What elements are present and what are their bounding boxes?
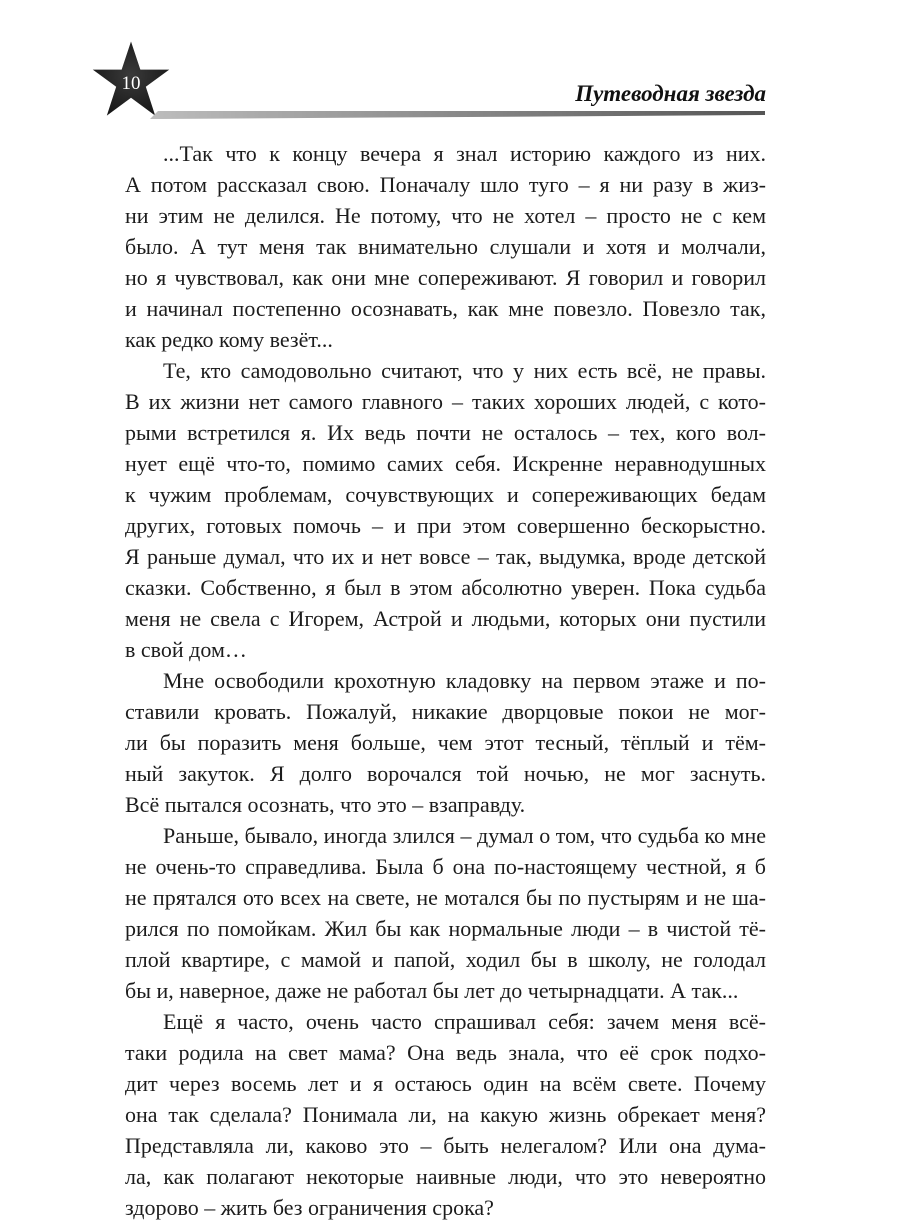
text-line: ли бы поразить меня больше, чем этот тесный, тёплый и тём- — [125, 730, 766, 755]
paragraph — [125, 1006, 766, 1223]
text-line: но я чувствовал, как они мне сопереживают. Я говорил и говорил — [125, 265, 766, 290]
text-line: других, готовых помочь – и при этом совершенно бескорыстно. — [125, 513, 766, 538]
text-line: А потом рассказал свою. Поначалу шло туго – я ни разу в жиз- — [125, 172, 766, 197]
text-line: было. А тут меня так внимательно слушали и хотя и молчали, — [125, 234, 766, 259]
text-line: ...Так что к концу вечера я знал историю каждого из них. — [163, 141, 766, 166]
text-line: она так сделала? Понимала ли, на какую жизнь обрекает меня? — [125, 1102, 766, 1127]
text-line: меня не свела с Игорем, Астрой и людьми, которых они пустили — [125, 606, 766, 631]
text-line: Я раньше думал, что их и нет вовсе – так, выдумка, вроде детской — [125, 544, 766, 569]
text-line: рыми встретился я. Их ведь почти не осталось – тех, кого вол- — [125, 420, 766, 445]
text-line: ставили кровать. Пожалуй, никакие дворцовые покои не мог- — [125, 699, 766, 724]
text-line: ла, как полагают некоторые наивные люди, что это невероятно — [125, 1164, 766, 1189]
text-line: ни этим не делился. Не потому, что не хотел – просто не с кем — [125, 203, 766, 228]
text-line: дит через восемь лет и я остаюсь один на всём свете. Почему — [125, 1071, 766, 1096]
header-rule — [150, 111, 765, 119]
text-line: в свой дом… — [125, 637, 247, 662]
page-number: 10 — [121, 73, 141, 94]
text-line: ный закуток. Я долго ворочался той ночью, не мог заснуть. — [125, 761, 766, 786]
text-line: Мне освободили крохотную кладовку на первом этаже и по- — [163, 668, 766, 693]
paragraph — [125, 820, 766, 1006]
text-line: Ещё я часто, очень часто спрашивал себя: зачем меня всё- — [163, 1009, 766, 1034]
text-line: сказки. Собственно, я был в этом абсолютно уверен. Пока судьба — [125, 575, 766, 600]
text-line: плой квартире, с мамой и папой, ходил бы в школу, не голодал — [125, 947, 766, 972]
text-line: таки родила на свет мама? Она ведь знала, что её срок подхо- — [125, 1040, 766, 1065]
text-line: Представляла ли, каково это – быть нелегалом? Или она дума- — [125, 1133, 766, 1158]
text-line: как редко кому везёт... — [125, 327, 333, 352]
text-line: здорово – жить без ограничения срока? — [125, 1195, 494, 1220]
text-line: рился по помойкам. Жил бы как нормальные люди – в чистой тё- — [125, 916, 766, 941]
page-header — [0, 0, 900, 130]
text-line: нует ещё что-то, помимо самих себя. Искренне неравнодушных — [125, 451, 766, 476]
paragraph — [125, 138, 766, 355]
body-text — [125, 138, 766, 1223]
text-line: Всё пытался осознать, что это – взаправду. — [125, 792, 526, 817]
text-line: В их жизни нет самого главного – таких хороших людей, с кото- — [125, 389, 766, 414]
text-line: бы и, наверное, даже не работал бы лет до четырнадцати. А так... — [125, 978, 739, 1003]
text-line: не очень-то справедлива. Была б она по-настоящему честной, я б — [125, 854, 766, 879]
text-line: к чужим проблемам, сочувствующих и сопереживающих бедам — [125, 482, 766, 507]
text-line: Раньше, бывало, иногда злился – думал о том, что судьба ко мне — [163, 823, 766, 848]
paragraph — [125, 355, 766, 665]
paragraph — [125, 665, 766, 820]
text-line: и начинал постепенно осознавать, как мне повезло. Повезло так, — [125, 296, 766, 321]
text-line: не прятался ото всех на свете, не мотался бы по пустырям и не ша- — [125, 885, 766, 910]
running-title: Путеводная звезда — [575, 81, 766, 106]
text-line: Те, кто самодовольно считают, что у них есть всё, не правы. — [163, 358, 766, 383]
